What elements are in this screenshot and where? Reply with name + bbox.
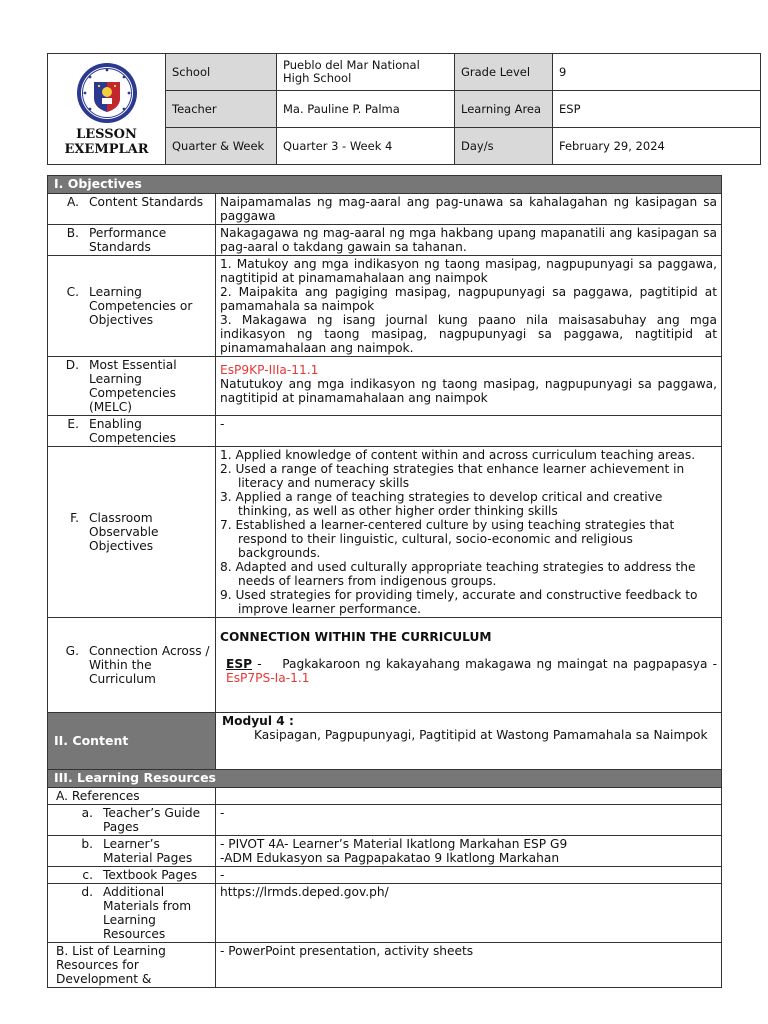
row-melc <box>48 357 722 416</box>
row-classroom-observable-objectives <box>48 447 722 618</box>
label-letter: F. <box>70 511 79 525</box>
melc-label: Most Essential Learning Competencies (MELC) <box>89 358 177 414</box>
list-of-resources-label: B. List of Learning Resources for Development & <box>48 943 216 988</box>
label-letter: b. <box>81 837 93 851</box>
lesson-title-line2: EXEMPLAR <box>64 141 149 157</box>
content-heading: II. Content <box>48 713 216 770</box>
learning-competencies-text <box>216 256 722 357</box>
lesson-plan-table <box>47 175 722 988</box>
learners-material-line2: -ADM Edukasyon sa Pagpapakatao 9 Ikatlong Markahan <box>220 851 560 865</box>
teachers-guide-text: - <box>216 805 722 836</box>
connection-subject: ESP <box>226 657 253 671</box>
days-label: Day/s <box>455 128 553 165</box>
row-textbook-pages <box>48 867 722 884</box>
module-title: Kasipagan, Pagpupunyagi, Pagtitipid at Wastong Pamamahala sa Naimpok <box>254 728 708 742</box>
label-letter: c. <box>82 868 93 882</box>
label-letter: d. <box>81 885 93 899</box>
content-section-row <box>48 713 722 770</box>
row-content-standards <box>48 194 722 225</box>
content-standards-text: Naipamamalas ng mag-aaral ang pag-unawa sa kahalagahan ng kasipagan sa paggawa <box>216 194 722 225</box>
teacher-value: Ma. Pauline P. Palma <box>277 91 455 128</box>
list-item: 8. Adapted and used culturally appropriate teaching strategies to address the needs of learners from indigenous groups. <box>220 560 696 588</box>
row-performance-standards <box>48 225 722 256</box>
content-standards-label: Content Standards <box>89 195 204 209</box>
learning-competencies-label: Learning Competencies or Objectives <box>89 285 193 327</box>
classroom-observable-objectives-text <box>216 447 722 618</box>
label-letter: B. <box>66 226 79 240</box>
learning-resources-heading: III. Learning Resources <box>48 770 722 788</box>
learning-area-label: Learning Area <box>455 91 553 128</box>
textbook-pages-label: Textbook Pages <box>103 868 198 882</box>
quarter-week-value: Quarter 3 - Week 4 <box>277 128 455 165</box>
connection-curriculum-label: Connection Across / Within the Curriculum <box>89 644 210 686</box>
performance-standards-text: Nakagagawa ng mag-aaral ng mga hakbang upang mapanatili ang kasipagan sa pag-aaral o takdang gawain sa tahanan. <box>216 225 722 256</box>
school-label: School <box>166 54 277 91</box>
list-item: 2. Maipakita ang pagiging masipag, nagpupunyagi sa paggawa, pagtitipid at pamamahala sa naimpok <box>220 285 718 313</box>
label-letter: G. <box>65 644 79 658</box>
list-item: 9. Used strategies for providing timely, accurate and constructive feedback to improve learner performance. <box>220 588 698 616</box>
grade-level-value: 9 <box>553 54 761 91</box>
teachers-guide-label: Teacher’s Guide Pages <box>103 806 201 834</box>
learning-area-value: ESP <box>553 91 761 128</box>
list-item: 1. Applied knowledge of content within and across curriculum teaching areas. <box>220 448 696 462</box>
school-value: Pueblo del Mar National High School <box>277 54 455 91</box>
row-list-of-resources <box>48 943 722 988</box>
enabling-competencies-text: - <box>216 416 722 447</box>
classroom-observable-objectives-label: Classroom Observable Objectives <box>89 511 159 553</box>
label-letter: D. <box>65 358 79 372</box>
list-item: 1. Matukoy ang mga indikasyon ng taong masipag, nagpupunyagi sa paggawa, nagtitipid at pinamamahalaan ang naimpok <box>220 257 718 285</box>
row-learners-material <box>48 836 722 867</box>
learners-material-line1: - PIVOT 4A- Learner’s Material Ikatlong Markahan ESP G9 <box>220 837 568 851</box>
days-value: February 29, 2024 <box>553 128 761 165</box>
objectives-heading: I. Objectives <box>48 176 722 194</box>
melc-text: Natutukoy ang mga indikasyon ng taong masipag, nagpupunyagi sa paggawa, nagtitipid at pinamamahalaan ang naimpok <box>220 377 718 405</box>
list-item: 3. Applied a range of teaching strategies to develop critical and creative thinking, as well as other higher order thinking skills <box>220 490 663 518</box>
references-label: A. References <box>48 788 216 805</box>
header-table <box>47 53 761 165</box>
performance-standards-label: Performance Standards <box>89 226 167 254</box>
label-letter: E. <box>67 417 79 431</box>
label-letter: A. <box>67 195 79 209</box>
enabling-competencies-label: Enabling Competencies <box>89 417 177 445</box>
list-item: 2. Used a range of teaching strategies that enhance learner achievement in literacy and numeracy skills <box>220 462 685 490</box>
row-learning-competencies <box>48 256 722 357</box>
lesson-title-line1: LESSON <box>76 126 137 142</box>
list-item: 3. Makagawa ng isang journal kung paano nila maisasabuhay ang mga indikasyon ng taong masipag, nagpupunyagi sa paggawa, nagtitipid at pinamamahalaan ang naimpok. <box>220 313 718 355</box>
connection-code: EsP7PS-Ia-1.1 <box>226 671 310 685</box>
logo-cell <box>48 54 166 165</box>
list-of-resources-text: - PowerPoint presentation, activity sheets <box>216 943 722 988</box>
list-item: 7. Established a learner-centered culture by using teaching strategies that respond to their linguistic, cultural, socio-economic and religious backgrounds. <box>220 518 675 560</box>
melc-code: EsP9KP-IIIa-11.1 <box>220 363 319 377</box>
label-letter: C. <box>66 285 79 299</box>
connection-dash: - <box>252 657 262 671</box>
grade-level-label: Grade Level <box>455 54 553 91</box>
quarter-week-label: Quarter & Week <box>166 128 277 165</box>
learners-material-label: Learner’s Material Pages <box>103 837 193 865</box>
label-letter: a. <box>81 806 93 820</box>
connection-title: CONNECTION WITHIN THE CURRICULUM <box>220 630 492 644</box>
row-references <box>48 788 722 805</box>
objectives-section-header <box>48 176 722 194</box>
row-connection-curriculum <box>48 618 722 713</box>
row-enabling-competencies <box>48 416 722 447</box>
learning-resources-section-header <box>48 770 722 788</box>
additional-materials-link[interactable]: https://lrmds.deped.gov.ph/ <box>216 884 722 943</box>
row-teachers-guide <box>48 805 722 836</box>
deped-seal-icon <box>76 62 138 124</box>
module-label: Modyul 4 : <box>222 714 294 728</box>
teacher-label: Teacher <box>166 91 277 128</box>
additional-materials-label: Additional Materials from Learning Resources <box>103 885 192 941</box>
connection-text: Pagkakaroon ng kakayahang makagawa ng maingat na pagpapasya - <box>282 657 718 671</box>
textbook-pages-text: - <box>216 867 722 884</box>
header-row-school <box>48 54 761 91</box>
row-additional-materials <box>48 884 722 943</box>
